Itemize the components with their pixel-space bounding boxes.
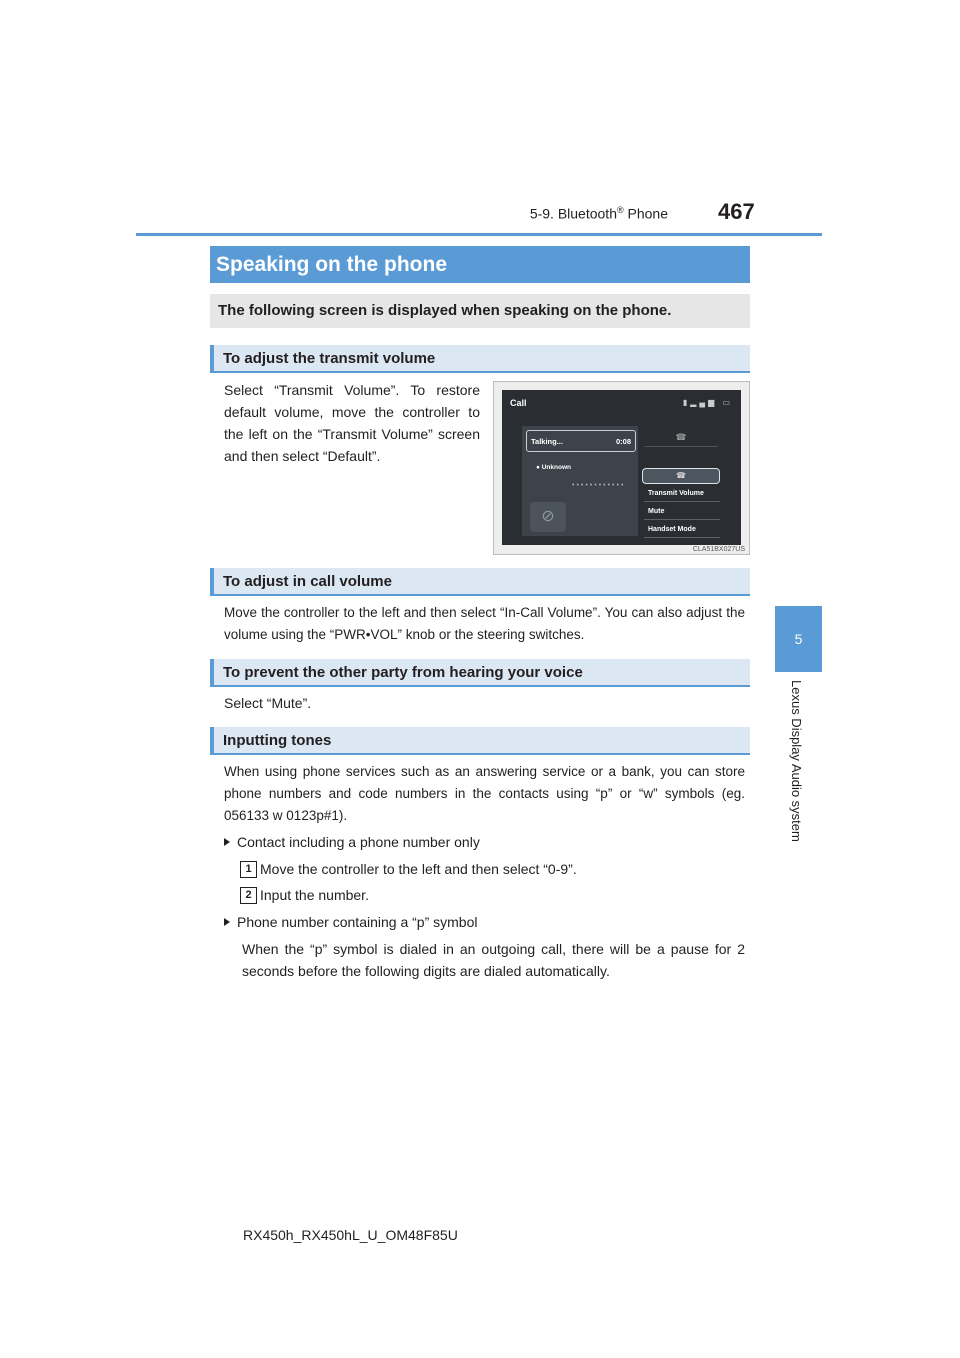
talking-status: Talking... 0:08 (526, 430, 636, 452)
step-2-text: Input the number. (260, 887, 369, 903)
page-title: Speaking on the phone (210, 246, 750, 283)
triangle-bullet-icon (224, 918, 230, 926)
chapter-label: Lexus Display Audio system (789, 680, 804, 842)
in-call-volume-text: Move the controller to the left and then select “In-Call Volume”. You can also adjust the volume using the “PWR•VOL” knob or the steering switches. (224, 605, 745, 642)
inputting-tones-text: When using phone services such as an answering service or a bank, you can store phone numbers and code numbers in the contacts using “p” or “w” symbols (eg. 056133 w 0123p#1). (224, 764, 745, 823)
chapter-tab: 5 (775, 606, 822, 672)
step-badge: 1 (240, 861, 257, 878)
call-info-panel (522, 426, 638, 536)
step-badge: 2 (240, 887, 257, 904)
mute-text: Select “Mute”. (224, 695, 312, 711)
transmit-volume-text: Select “Transmit Volume”. To restore default volume, move the controller to the left on the “Transmit Volume” screen and then select “Default”. (224, 382, 480, 464)
bullet-contact-number: Contact including a phone number only (224, 831, 480, 853)
heading-inputting-tones: Inputting tones (210, 727, 750, 755)
intro-text: The following screen is displayed when speaking on the phone. (210, 294, 750, 328)
dots-indicator: •••••••••••• (572, 482, 626, 489)
screen-title: Call (510, 398, 527, 408)
heading-transmit-volume: To adjust the transmit volume (210, 345, 750, 373)
contact-name: ● Unknown (536, 464, 571, 471)
status-icons: ▮▂▄▆ ▭ (682, 398, 733, 407)
bullet-p-symbol: Phone number containing a “p” symbol (224, 911, 477, 933)
triangle-bullet-icon (224, 838, 230, 846)
heading-mute: To prevent the other party from hearing your voice (210, 659, 750, 687)
menu-handset-mode[interactable]: Handset Mode (644, 522, 720, 538)
call-menu (638, 426, 738, 542)
handset-icon[interactable]: ☎ (642, 468, 720, 484)
header-rule (136, 233, 822, 236)
call-screen (502, 390, 741, 545)
menu-mute[interactable]: Mute (644, 504, 720, 520)
page-number: 467 (718, 199, 755, 224)
document-code: RX450h_RX450hL_U_OM48F85U (243, 1227, 458, 1243)
menu-transmit-volume[interactable]: Transmit Volume (644, 486, 720, 502)
step-1-text: Move the controller to the left and then select “0-9”. (260, 861, 577, 877)
section-header: 5-9. Bluetooth® Phone (529, 205, 668, 222)
image-code: CLA51BX027US (692, 546, 745, 553)
heading-in-call-volume: To adjust in call volume (210, 568, 750, 596)
block-icon[interactable]: ⊘ (530, 502, 566, 532)
end-call-icon[interactable]: ☎ (644, 432, 718, 447)
call-screen-image (493, 381, 750, 555)
p-symbol-text: When the “p” symbol is dialed in an outgoing call, there will be a pause for 2 seconds before the following digits are dialed automatically. (242, 941, 745, 979)
